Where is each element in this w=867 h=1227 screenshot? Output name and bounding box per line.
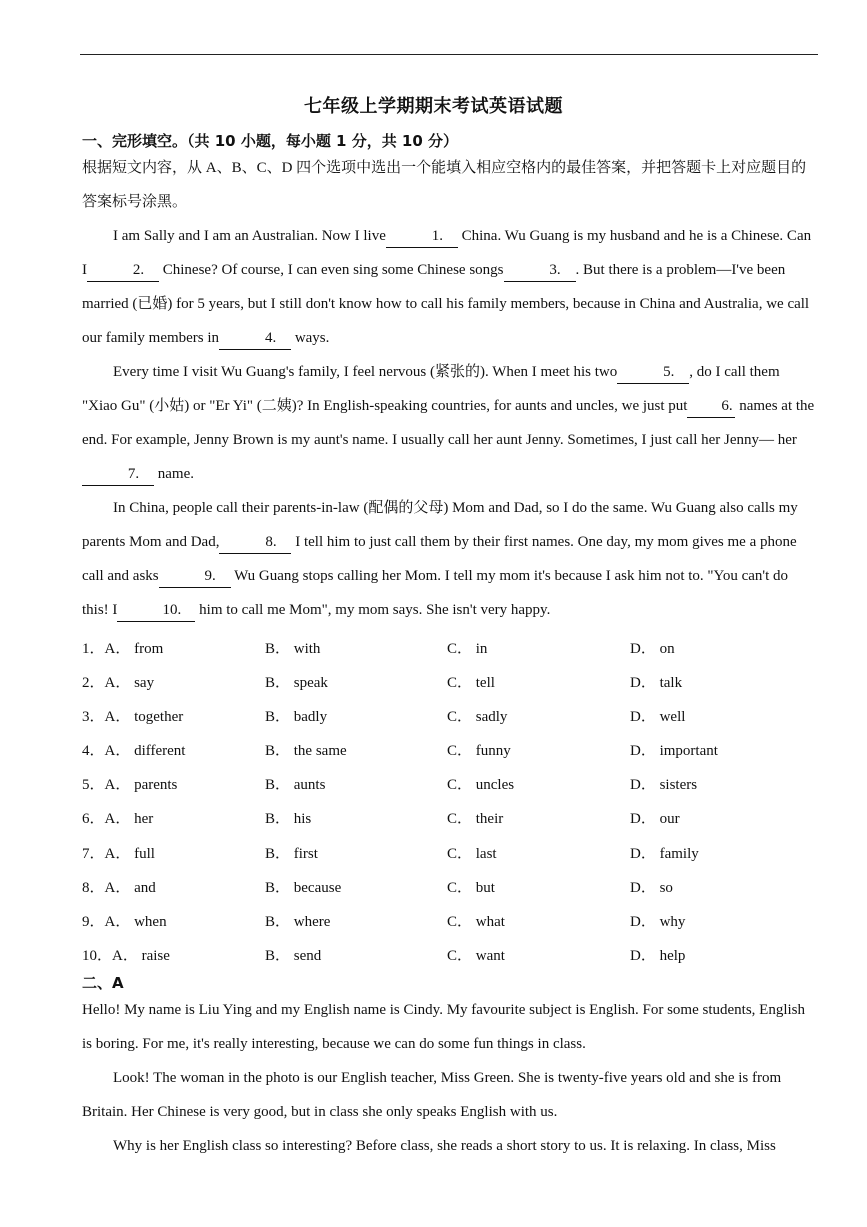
option-1-d: D． on bbox=[630, 641, 675, 657]
option-8-c: C． but bbox=[447, 879, 495, 896]
blank-5: 5. bbox=[617, 361, 689, 384]
option-row bbox=[82, 697, 818, 731]
option-8-d: D． so bbox=[630, 879, 673, 896]
option-9-b: B． where bbox=[265, 913, 331, 930]
option-8-a: 8．A． and bbox=[82, 879, 156, 896]
page-title: 七年级上学期期末考试英语试题 bbox=[304, 96, 563, 117]
option-10-b: B． send bbox=[265, 947, 322, 964]
passage-paragraph-1: I am Sally and I am an Australian. Now I live 1. China. Wu Guang is my husband and he is a Chinese. Can I 2. Chinese? Of course, I can even sing some Chinese songs 3. . But there is a problem—I've been married (已婚) for 5 years, but I still don't know how to call his family members, because in China and Australia, we call our family members in 4. ways. bbox=[82, 219, 818, 355]
blank-4: 4. bbox=[219, 327, 291, 350]
instructions-text: 根据短文内容，从 A、B、C、D 四个选项中选出一个能填入相应空格内的最佳答案，并把答题卡上对应题目的答案标号涂黑。 bbox=[82, 160, 807, 210]
cloze-passage bbox=[82, 219, 818, 627]
reading-paragraph-2: Look! The woman in the photo is our English teacher, Miss Green. She is twenty-five years old and she is from Britain. Her Chinese is very good, but in class she only speaks English with us. bbox=[82, 1070, 782, 1120]
section-1-heading: 一、完形填空。（共 10 小题，每小题 1 分，共 10 分） bbox=[82, 132, 459, 150]
option-7-a: 7．A． full bbox=[82, 845, 155, 862]
option-9-a: 9．A． when bbox=[82, 913, 167, 930]
option-5-b: B． aunts bbox=[265, 777, 326, 794]
option-row bbox=[82, 663, 818, 697]
passage-paragraph-2: Every time I visit Wu Guang's family, I feel nervous (紧张的). When I meet his two 5. , do I call them "Xiao Gu" (小姑) or "Er Yi" (二姨)? In English-speaking countries, for aunts and uncles, we just put 6. names at the end. For example, Jenny Brown is my aunt's name. I usually call her aunt Jenny. Sometimes, I just call her Jenny— her7. name. bbox=[82, 355, 818, 491]
option-3-b: B． badly bbox=[265, 709, 328, 726]
passage-paragraph-3: In China, people call their parents-in-law (配偶的父母) Mom and Dad, so I do the same. Wu Guang also calls my parents Mom and Dad, 8. I tell him to just call them by their first names. One day, my mom gives me a phone call and asks 9. Wu Guang stops calling her Mom. I tell my mom it's because I ask him not to. "You can't do this! I 10. him to call me Mom", my mom says. She isn't very happy. bbox=[82, 491, 818, 627]
option-row bbox=[82, 765, 818, 799]
option-6-c: C． their bbox=[447, 811, 504, 828]
option-6-b: B． his bbox=[265, 811, 312, 828]
blank-7: 7. bbox=[82, 463, 154, 486]
option-8-b: B． because bbox=[265, 879, 342, 896]
section-2-heading: 二、A bbox=[82, 974, 124, 992]
option-7-c: C． last bbox=[447, 845, 497, 862]
option-6-d: D． our bbox=[630, 811, 680, 828]
option-10-c: C． want bbox=[447, 947, 505, 964]
option-9-d: D． why bbox=[630, 913, 686, 930]
option-6-a: 6．A． her bbox=[82, 811, 154, 828]
option-5-c: C． uncles bbox=[447, 777, 515, 794]
option-4-d: D． important bbox=[630, 743, 718, 760]
option-4-a: 4．A． different bbox=[82, 743, 186, 760]
answer-options bbox=[82, 629, 818, 970]
option-2-c: C． tell bbox=[447, 675, 495, 692]
option-1-a: 1．A． from bbox=[82, 641, 164, 657]
option-1-c: C． in bbox=[447, 641, 488, 657]
option-3-c: C． sadly bbox=[447, 709, 508, 726]
blank-8: 8. bbox=[219, 531, 291, 554]
option-row bbox=[82, 936, 818, 970]
option-10-d: D． help bbox=[630, 947, 686, 964]
option-3-a: 3．A． together bbox=[82, 709, 184, 726]
option-4-b: B． the same bbox=[265, 743, 347, 760]
option-3-d: D． well bbox=[630, 709, 686, 726]
option-10-a: 10．A． raise bbox=[82, 947, 170, 964]
option-row bbox=[82, 902, 818, 936]
blank-9: 9. bbox=[159, 565, 231, 588]
reading-passage-a bbox=[82, 993, 818, 1163]
header-rule bbox=[80, 54, 818, 55]
blank-6: 6. bbox=[687, 395, 735, 418]
option-5-d: D． sisters bbox=[630, 777, 698, 794]
blank-1: 1. bbox=[386, 225, 458, 248]
reading-paragraph-3: Why is her English class so interesting? Before class, she reads a short story to us. It is relaxing. In class, Miss bbox=[113, 1138, 776, 1154]
option-row bbox=[82, 629, 818, 663]
option-9-c: C． what bbox=[447, 913, 505, 930]
blank-2: 2. bbox=[87, 259, 159, 282]
reading-paragraph-1: Hello! My name is Liu Ying and my English name is Cindy. My favourite subject is English. For some students, English is boring. For me, it's really interesting, because we can do some fun things in class. bbox=[82, 1002, 805, 1052]
option-row bbox=[82, 868, 818, 902]
option-row bbox=[82, 799, 818, 833]
option-1-b: B． with bbox=[265, 641, 321, 657]
option-2-a: 2．A． say bbox=[82, 675, 155, 692]
option-4-c: C． funny bbox=[447, 743, 511, 760]
blank-10: 10. bbox=[117, 599, 195, 622]
option-5-a: 5．A． parents bbox=[82, 777, 178, 794]
option-7-b: B． first bbox=[265, 845, 318, 862]
option-2-b: B． speak bbox=[265, 675, 328, 692]
section-1-instructions bbox=[82, 151, 818, 219]
option-row bbox=[82, 731, 818, 765]
option-row bbox=[82, 834, 818, 868]
option-2-d: D． talk bbox=[630, 675, 683, 692]
blank-3: 3. bbox=[504, 259, 576, 282]
option-7-d: D． family bbox=[630, 845, 699, 862]
